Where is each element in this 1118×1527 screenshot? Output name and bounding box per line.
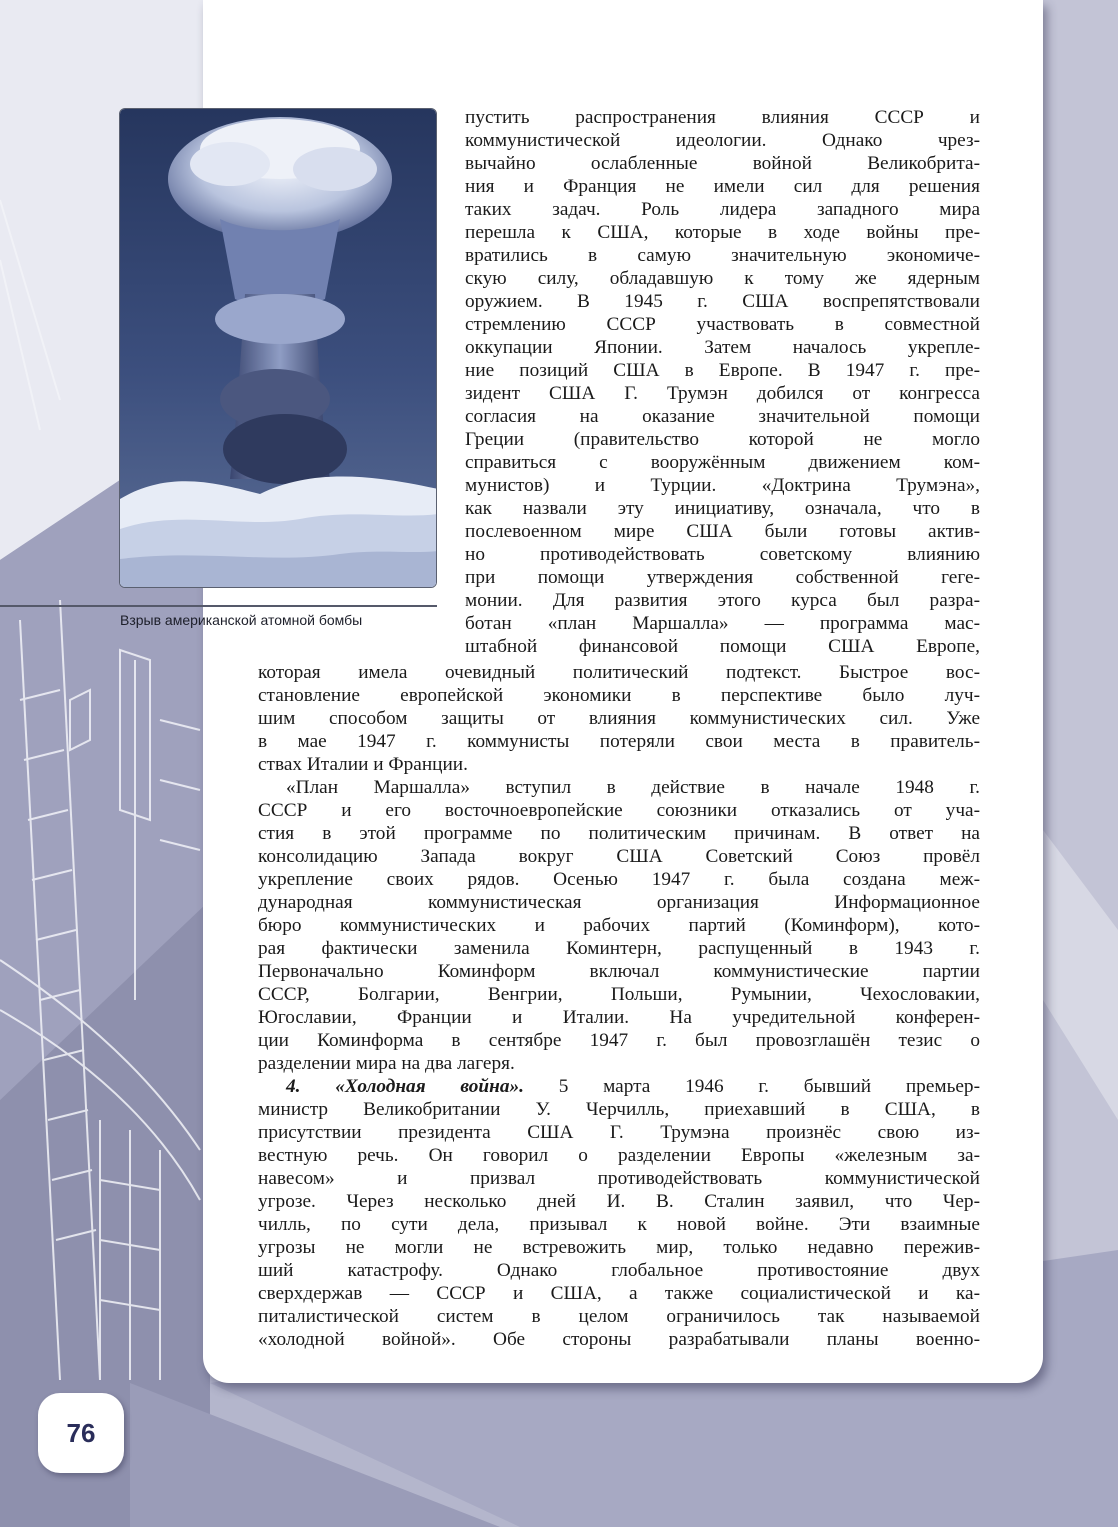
text-line: ботан «план Маршалла» — программа мас- [465,613,980,634]
text-line: СССР, Болгарии, Венгрии, Польши, Румынии, Чехословакии, [258,984,980,1005]
text-line: сверхдержав — СССР и США, а также социалистической и ка- [258,1283,980,1304]
text-line: скую силу, обладавшую к тому же ядерным [465,268,980,289]
text-line: питалистической систем в целом ограничилось так называемой [258,1306,980,1327]
section-4-first-line [258,1075,980,1098]
text-line: монии. Для развития этого курса был разра- [465,590,980,611]
text-line: как назвали эту инициативу, означала, что в [465,498,980,519]
paragraph-2 [258,776,980,1075]
text-line: пустить распространения влияния СССР и [465,107,980,128]
text-line: вычайно ослабленные войной Великобрита- [465,153,980,174]
text-line: коммунистической идеологии. Однако чрез- [465,130,980,151]
text-line: становление европейской экономики в перспективе было луч- [258,685,980,706]
figure-caption: Взрыв американской атомной бомбы [120,612,363,628]
text-line: «холодной войной». Обе стороны разрабатывали планы военно- [258,1329,980,1350]
text-line: мунистов) и Турции. «Доктрина Трумэна», [465,475,980,496]
text-line: Югославии, Франции и Италии. На учредительной конферен- [258,1007,980,1028]
text-line: ший катастрофу. Однако глобальное противостояние двух [258,1260,980,1281]
text-line: стремлению СССР участвовать в совместной [465,314,980,335]
text-line: ции Коминформа в сентябре 1947 г. был провозглашён тезис о [258,1030,980,1051]
text-line: ствах Италии и Франции. [258,754,468,775]
text-line: СССР и его восточноевропейские союзники отказались от уча- [258,800,980,821]
text-line: шим способом защиты от влияния коммунистических сил. Уже [258,708,980,729]
text-line: угрозы не могли не встревожить мир, только недавно пережив- [258,1237,980,1258]
text-line: согласия на оказание значительной помощи [465,406,980,427]
caption-rule [0,605,437,607]
text-line: в мае 1947 г. коммунисты потеряли свои места в правитель- [258,731,980,752]
text-line: бюро коммунистических и рабочих партий (Коминформ), кото- [258,915,980,936]
text-line: угрозе. Через несколько дней И. В. Сталин заявил, что Чер- [258,1191,980,1212]
text-line: консолидацию Запада вокруг США Советский Союз провёл [258,846,980,867]
section-heading: 4. «Холодная война». [286,1076,524,1097]
text-line: зидент США Г. Трумэн добился от конгресса [465,383,980,404]
text-line: вестную речь. Он говорил о разделении Европы «железным за- [258,1145,980,1166]
text-line: навесом» и призвал противодействовать коммунистической [258,1168,980,1189]
text-line: министр Великобритании У. Черчилль, приехавший в США, в [258,1099,980,1120]
paragraph-1-tail [258,661,980,776]
section-4 [258,1075,980,1351]
text-line: рая фактически заменила Коминтерн, распущенный в 1943 г. [258,938,980,959]
text-line: послевоенном мире США были готовы актив- [465,521,980,542]
body-text-wide-column [258,661,980,1351]
text-line: Греции (правительство которой не могло [465,429,980,450]
text-line: штабной финансовой помощи США Европе, [465,636,980,657]
body-text-narrow-column [465,106,980,658]
text-line: дународная коммунистическая организация Информационное [258,892,980,913]
text-line: 5 марта 1946 г. бывший премьер- [523,1076,980,1097]
atomic-mushroom-cloud-photo [119,108,437,588]
text-line: разделении мира на два лагеря. [258,1053,515,1074]
text-line: «План Маршалла» вступил в действие в начале 1948 г. [286,777,980,798]
text-line: оккупации Японии. Затем началось укрепле- [465,337,980,358]
text-line: справиться с вооружённым движением ком- [465,452,980,473]
text-line: перешла к США, которые в ходе войны пре- [465,222,980,243]
text-line: вратились в самую значительную экономиче- [465,245,980,266]
text-line: присутствии президента США Г. Трумэна произнёс свою из- [258,1122,980,1143]
text-line: стия в этой программе по политическим причинам. В ответ на [258,823,980,844]
page-number: 76 [66,1417,96,1448]
text-line: ния и Франция не имели сил для решения [465,176,980,197]
text-line: ние позиций США в Европе. В 1947 г. пре- [465,360,980,381]
page-number-badge [38,1393,124,1473]
text-line: но противодействовать советскому влиянию [465,544,980,565]
text-line: оружием. В 1945 г. США воспрепятствовали [465,291,980,312]
text-line: таких задач. Роль лидера западного мира [465,199,980,220]
text-line: чилль, по сути дела, призывал к новой войне. Эти взаимные [258,1214,980,1235]
text-line: при помощи утверждения собственной геге- [465,567,980,588]
text-line: укрепление своих рядов. Осенью 1947 г. была создана меж- [258,869,980,890]
text-line: которая имела очевидный политический подтекст. Быстрое вос- [258,662,980,683]
text-line: Первоначально Коминформ включал коммунистические партии [258,961,980,982]
